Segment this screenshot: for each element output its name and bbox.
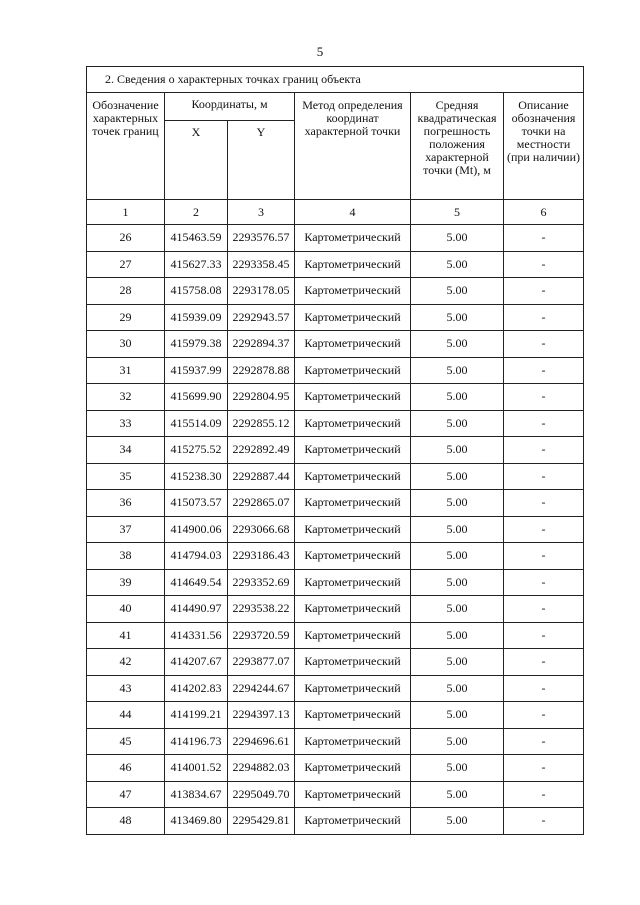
coord-y-cell: 2293186.43 [228,543,295,570]
description-cell: - [504,410,584,437]
coord-x-cell: 414207.67 [165,649,228,676]
point-id-cell: 39 [87,569,165,596]
table-row [87,357,584,384]
method-cell: Картометрический [295,437,411,464]
error-cell: 5.00 [411,781,504,808]
table-body [87,67,584,835]
method-cell: Картометрический [295,728,411,755]
point-id-cell: 36 [87,490,165,517]
error-cell: 5.00 [411,649,504,676]
column-numbers-row [87,200,584,225]
coord-y-cell: 2295049.70 [228,781,295,808]
column-number: 1 [87,200,165,225]
coord-y-cell: 2293352.69 [228,569,295,596]
point-id-cell: 46 [87,755,165,782]
point-id-cell: 48 [87,808,165,835]
coord-y-cell: 2294397.13 [228,702,295,729]
point-id-cell: 45 [87,728,165,755]
coord-x-cell: 414794.03 [165,543,228,570]
header-method: Метод определения координат характерной точки [295,93,411,200]
method-cell: Картометрический [295,675,411,702]
header-description: Описание обозначения точки на местности (при наличии) [504,93,584,200]
coord-x-cell: 414331.56 [165,622,228,649]
table-row [87,543,584,570]
table-row [87,463,584,490]
description-cell: - [504,543,584,570]
coord-y-cell: 2294244.67 [228,675,295,702]
table-row [87,755,584,782]
error-cell: 5.00 [411,543,504,570]
coord-x-cell: 415939.09 [165,304,228,331]
header-y: Y [228,121,295,200]
point-id-cell: 28 [87,278,165,305]
method-cell: Картометрический [295,331,411,358]
description-cell: - [504,675,584,702]
coord-x-cell: 413834.67 [165,781,228,808]
coord-x-cell: 413469.80 [165,808,228,835]
coord-y-cell: 2292894.37 [228,331,295,358]
description-cell: - [504,225,584,252]
table-row [87,649,584,676]
point-id-cell: 42 [87,649,165,676]
method-cell: Картометрический [295,755,411,782]
point-id-cell: 31 [87,357,165,384]
point-id-cell: 41 [87,622,165,649]
method-cell: Картометрический [295,569,411,596]
coord-y-cell: 2292892.49 [228,437,295,464]
description-cell: - [504,808,584,835]
coord-x-cell: 415699.90 [165,384,228,411]
header-row-1 [87,93,584,121]
column-number: 4 [295,200,411,225]
point-id-cell: 38 [87,543,165,570]
table-row [87,304,584,331]
description-cell: - [504,569,584,596]
coord-y-cell: 2292865.07 [228,490,295,517]
error-cell: 5.00 [411,410,504,437]
method-cell: Картометрический [295,278,411,305]
section-title-row [87,67,584,93]
coord-x-cell: 415937.99 [165,357,228,384]
coord-x-cell: 415758.08 [165,278,228,305]
description-cell: - [504,622,584,649]
coord-y-cell: 2293178.05 [228,278,295,305]
point-id-cell: 33 [87,410,165,437]
table-row [87,278,584,305]
coord-x-cell: 415627.33 [165,251,228,278]
description-cell: - [504,278,584,305]
error-cell: 5.00 [411,516,504,543]
error-cell: 5.00 [411,755,504,782]
description-cell: - [504,596,584,623]
method-cell: Картометрический [295,808,411,835]
method-cell: Картометрический [295,622,411,649]
description-cell: - [504,516,584,543]
error-cell: 5.00 [411,225,504,252]
coord-x-cell: 414001.52 [165,755,228,782]
coord-y-cell: 2293576.57 [228,225,295,252]
description-cell: - [504,702,584,729]
table-row [87,675,584,702]
header-x: X [165,121,228,200]
table-row [87,225,584,252]
coord-x-cell: 415275.52 [165,437,228,464]
error-cell: 5.00 [411,437,504,464]
description-cell: - [504,649,584,676]
description-cell: - [504,384,584,411]
method-cell: Картометрический [295,702,411,729]
description-cell: - [504,463,584,490]
error-cell: 5.00 [411,702,504,729]
table-row [87,808,584,835]
coord-y-cell: 2292855.12 [228,410,295,437]
point-id-cell: 29 [87,304,165,331]
coord-x-cell: 414199.21 [165,702,228,729]
column-number: 6 [504,200,584,225]
point-id-cell: 44 [87,702,165,729]
table-row [87,622,584,649]
table-row [87,384,584,411]
coord-y-cell: 2292887.44 [228,463,295,490]
coord-x-cell: 414196.73 [165,728,228,755]
table-row [87,331,584,358]
description-cell: - [504,781,584,808]
coord-y-cell: 2293538.22 [228,596,295,623]
table-row [87,437,584,464]
error-cell: 5.00 [411,808,504,835]
coord-x-cell: 414490.97 [165,596,228,623]
coord-y-cell: 2293877.07 [228,649,295,676]
coord-x-cell: 414900.06 [165,516,228,543]
column-number: 3 [228,200,295,225]
method-cell: Картометрический [295,304,411,331]
coord-y-cell: 2292878.88 [228,357,295,384]
table-row [87,596,584,623]
error-cell: 5.00 [411,569,504,596]
coord-y-cell: 2293720.59 [228,622,295,649]
error-cell: 5.00 [411,331,504,358]
point-id-cell: 40 [87,596,165,623]
method-cell: Картометрический [295,463,411,490]
table-row [87,410,584,437]
coord-y-cell: 2295429.81 [228,808,295,835]
error-cell: 5.00 [411,728,504,755]
description-cell: - [504,331,584,358]
error-cell: 5.00 [411,463,504,490]
coord-y-cell: 2293066.68 [228,516,295,543]
error-cell: 5.00 [411,251,504,278]
column-number: 2 [165,200,228,225]
point-id-cell: 47 [87,781,165,808]
description-cell: - [504,728,584,755]
coord-x-cell: 414202.83 [165,675,228,702]
point-id-cell: 30 [87,331,165,358]
description-cell: - [504,304,584,331]
description-cell: - [504,437,584,464]
coord-x-cell: 415463.59 [165,225,228,252]
page-number: 5 [316,44,324,59]
method-cell: Картометрический [295,596,411,623]
coord-x-cell: 415514.09 [165,410,228,437]
coord-y-cell: 2292804.95 [228,384,295,411]
error-cell: 5.00 [411,675,504,702]
table-row [87,490,584,517]
error-cell: 5.00 [411,278,504,305]
coord-x-cell: 415073.57 [165,490,228,517]
coord-y-cell: 2294696.61 [228,728,295,755]
method-cell: Картометрический [295,357,411,384]
coord-y-cell: 2294882.03 [228,755,295,782]
table-row [87,728,584,755]
method-cell: Картометрический [295,516,411,543]
table-row [87,251,584,278]
coord-y-cell: 2292943.57 [228,304,295,331]
description-cell: - [504,755,584,782]
section-title: 2. Сведения о характерных точках границ объекта [87,67,584,93]
point-id-cell: 35 [87,463,165,490]
method-cell: Картометрический [295,543,411,570]
coord-y-cell: 2293358.45 [228,251,295,278]
coord-x-cell: 415979.38 [165,331,228,358]
error-cell: 5.00 [411,490,504,517]
header-error: Средняя квадратическая погрешность положения характерной точки (Mt), м [411,93,504,200]
point-id-cell: 27 [87,251,165,278]
point-id-cell: 43 [87,675,165,702]
point-id-cell: 37 [87,516,165,543]
error-cell: 5.00 [411,304,504,331]
table-row [87,516,584,543]
point-id-cell: 26 [87,225,165,252]
error-cell: 5.00 [411,357,504,384]
header-coordinates: Координаты, м [165,93,295,121]
boundary-points-table [86,66,584,835]
column-number: 5 [411,200,504,225]
point-id-cell: 32 [87,384,165,411]
error-cell: 5.00 [411,622,504,649]
table-row [87,781,584,808]
header-point: Обозначение характерных точек границ [87,93,165,200]
error-cell: 5.00 [411,384,504,411]
method-cell: Картометрический [295,781,411,808]
coord-x-cell: 414649.54 [165,569,228,596]
description-cell: - [504,490,584,517]
table-row [87,569,584,596]
method-cell: Картометрический [295,490,411,517]
table-row [87,702,584,729]
description-cell: - [504,251,584,278]
method-cell: Картометрический [295,251,411,278]
error-cell: 5.00 [411,596,504,623]
method-cell: Картометрический [295,225,411,252]
description-cell: - [504,357,584,384]
method-cell: Картометрический [295,384,411,411]
method-cell: Картометрический [295,649,411,676]
method-cell: Картометрический [295,410,411,437]
coord-x-cell: 415238.30 [165,463,228,490]
point-id-cell: 34 [87,437,165,464]
